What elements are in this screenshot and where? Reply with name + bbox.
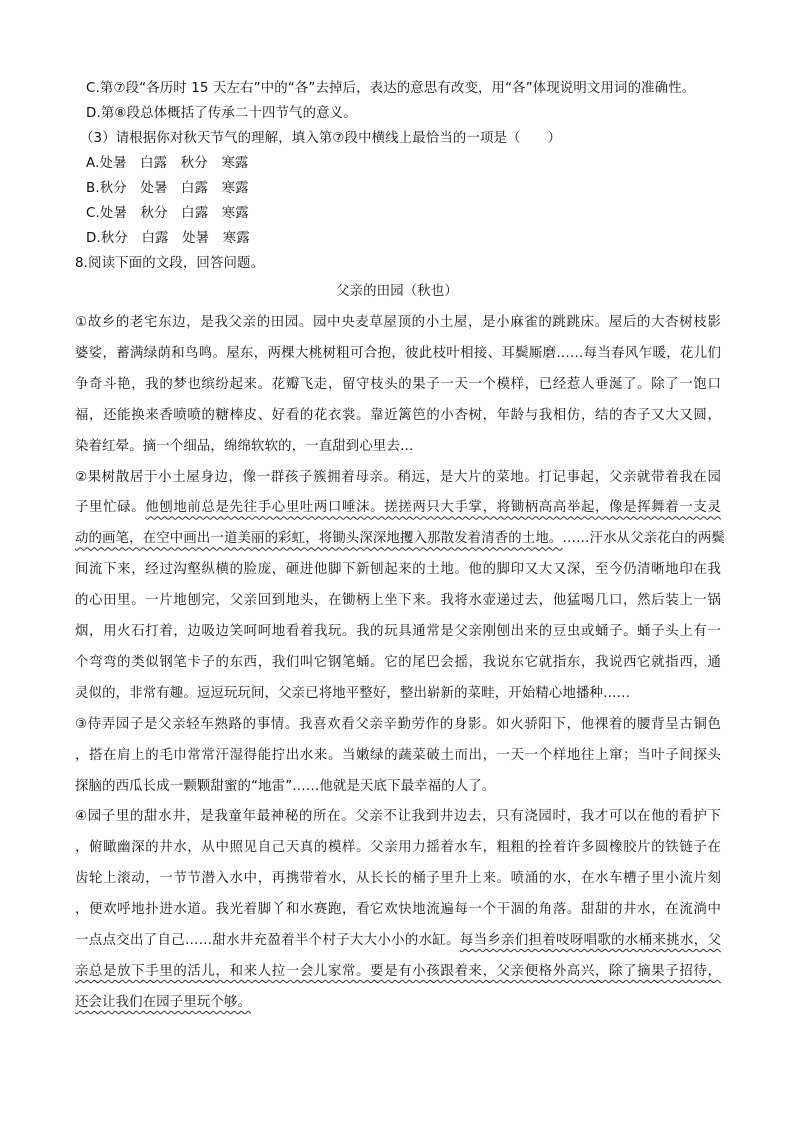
question-3-option-d: D.秋分 白露 处暑 寒露 xyxy=(86,231,250,246)
passage-line: ②果树散居于小土屋身边，像一群孩子簇拥着母亲。稍远，是大片的菜地。打记事起，父亲就带着我在园 xyxy=(75,469,721,485)
passage-line: ，便欢呼地扑进水道。我光着脚丫和水赛跑，看它欢快地流遍每一个干涸的角落。甜甜的井水，在流淌中 xyxy=(75,902,721,918)
passage-segment: 子里忙碌。 xyxy=(75,500,146,516)
passage-line: 间流下来，经过沟壑纵横的脸庞，砸进他脚下新刨起来的土地。他的脚印又大又深，至今仍清晰地印在我 xyxy=(75,562,721,578)
passage-line: 福，还能换来香喷喷的糖棒皮、好看的花衣裳。靠近篱笆的小杏树，年龄与我相仿，结的杏子又大又圆， xyxy=(75,407,721,423)
passage-line: 齿轮上滚动，一节节潜入水中，再携带着水，从长长的桶子里升上来。喷涌的水，在水车槽子里小流片刻 xyxy=(75,871,721,887)
passage-line: ，搭在肩上的毛巾常常汗湿得能拧出水来。当嫩绿的蔬菜破土而出，一天一个样地往上窜；当叶子间探头 xyxy=(75,747,721,763)
passage-segment: 每当乡亲们担着吱呀唱歌的水桶来挑水，父 xyxy=(459,933,721,948)
question-3-stem: （3）请根据你对秋天节气的理解，填入第⑦段中横线上最恰当的一项是（ ） xyxy=(80,131,562,146)
passage-segment: 他刨地前总是先往手心里吐两口唾沫。搓搓两只大手掌，将锄柄高高举起，像是挥舞着一支灵 xyxy=(145,500,721,516)
option-d-prev: D.第⑧段总体概括了传承二十四节气的意义。 xyxy=(86,106,357,121)
passage-line: 烟，用火石打着，边吸边笑呵呵地看着我玩。我的玩具通常是父亲刚刨出来的豆虫或蛹子。蛹子头上有一 xyxy=(75,624,721,639)
passage-line: ④园子里的甜水井，是我童年最神秘的所在。父亲不让我到井边去，只有浇园时，我才可以在他的看护下 xyxy=(75,809,721,825)
passage-line: 的心田里。一片地刨完，父亲回到地头，在锄柄上坐下来。我将水壶递过去，他猛喝几口，然后装上一锅 xyxy=(75,593,721,609)
passage-line: 争奇斗艳，我的梦也缤纷起来。花瓣飞走，留守枝头的果子一天一个模样，已经惹人垂涎了。除了一饱口 xyxy=(75,376,721,392)
passage-line xyxy=(75,529,725,549)
passage-line: 灵似的，非常有趣。逗逗玩玩间，父亲已将地平整好，整出崭新的菜畦，开始精心地播种…… xyxy=(75,685,631,701)
passage-line: 还会让我们在园子里玩个够。 xyxy=(75,994,252,1010)
option-c-prev: C.第⑦段“各历时 15 天左右”中的“各”去掉后，表达的意思有改变，用“各”体现说明文用词的准确性。 xyxy=(86,81,696,96)
passage-line: ，俯瞰幽深的井水，从中照见自己天真的模样。父亲用力摇着水车，粗粗的拴着许多圆橡胶片的铁链子在 xyxy=(75,840,721,856)
question-3-option-c: C.处暑 秋分 白露 寒露 xyxy=(86,206,249,221)
passage-line: 亲总是放下手里的活儿，和来人拉一会儿家常。要是有小孩跟着来，父亲便格外高兴，除了摘果子招待， xyxy=(75,963,721,979)
passage-segment: 一点点交出了自己……甜水井充盈着半个村子大大小小的水缸。 xyxy=(75,933,460,948)
passage-segment: ……汗水从父亲花白的两鬓 xyxy=(562,531,725,547)
passage-line: 婆娑，蓄满绿荫和鸟鸣。屋东，两棵大桃树粗可合抱，彼此枝叶相接、耳鬓厮磨……每当春风乍暖，花儿们 xyxy=(75,345,721,361)
passage-line: ①故乡的老宅东边，是我父亲的田园。园中央麦草屋顶的小土屋，是小麻雀的跳跳床。屋后的大杏树枝影 xyxy=(75,315,721,330)
passage-line: 个弯弯的类似钢笔卡子的东西，我们叫它钢笔蛹。它的尾巴会摇，我说东它就指东，我说西它就指西，通 xyxy=(75,654,721,670)
question-8-prompt: 8.阅读下面的文段，回答问题。 xyxy=(75,256,265,271)
passage-line xyxy=(75,931,721,951)
passage-title: 父亲的田园（秋也） xyxy=(336,284,458,299)
question-3-option-a: A.处暑 白露 秋分 寒露 xyxy=(86,156,249,171)
passage-line: 探脑的西瓜长成一颗颗甜蜜的“地雷”……他就是天底下最幸福的人了。 xyxy=(75,778,496,794)
passage-line: 染着红晕。摘一个细品，绵绵软软的，一直甜到心里去… xyxy=(75,438,414,454)
passage-line: ③侍弄园子是父亲轻车熟路的事情。我喜欢看父亲辛勤劳作的身影。如火骄阳下，他裸着的腰背呈古铜色 xyxy=(75,716,721,732)
passage-line xyxy=(75,498,721,518)
passage-segment: 动的画笔，在空中画出一道美丽的彩虹，将锄头深深地攫入那散发着清香的土地。 xyxy=(75,531,563,547)
question-3-option-b: B.秋分 处暑 白露 寒露 xyxy=(86,181,249,196)
